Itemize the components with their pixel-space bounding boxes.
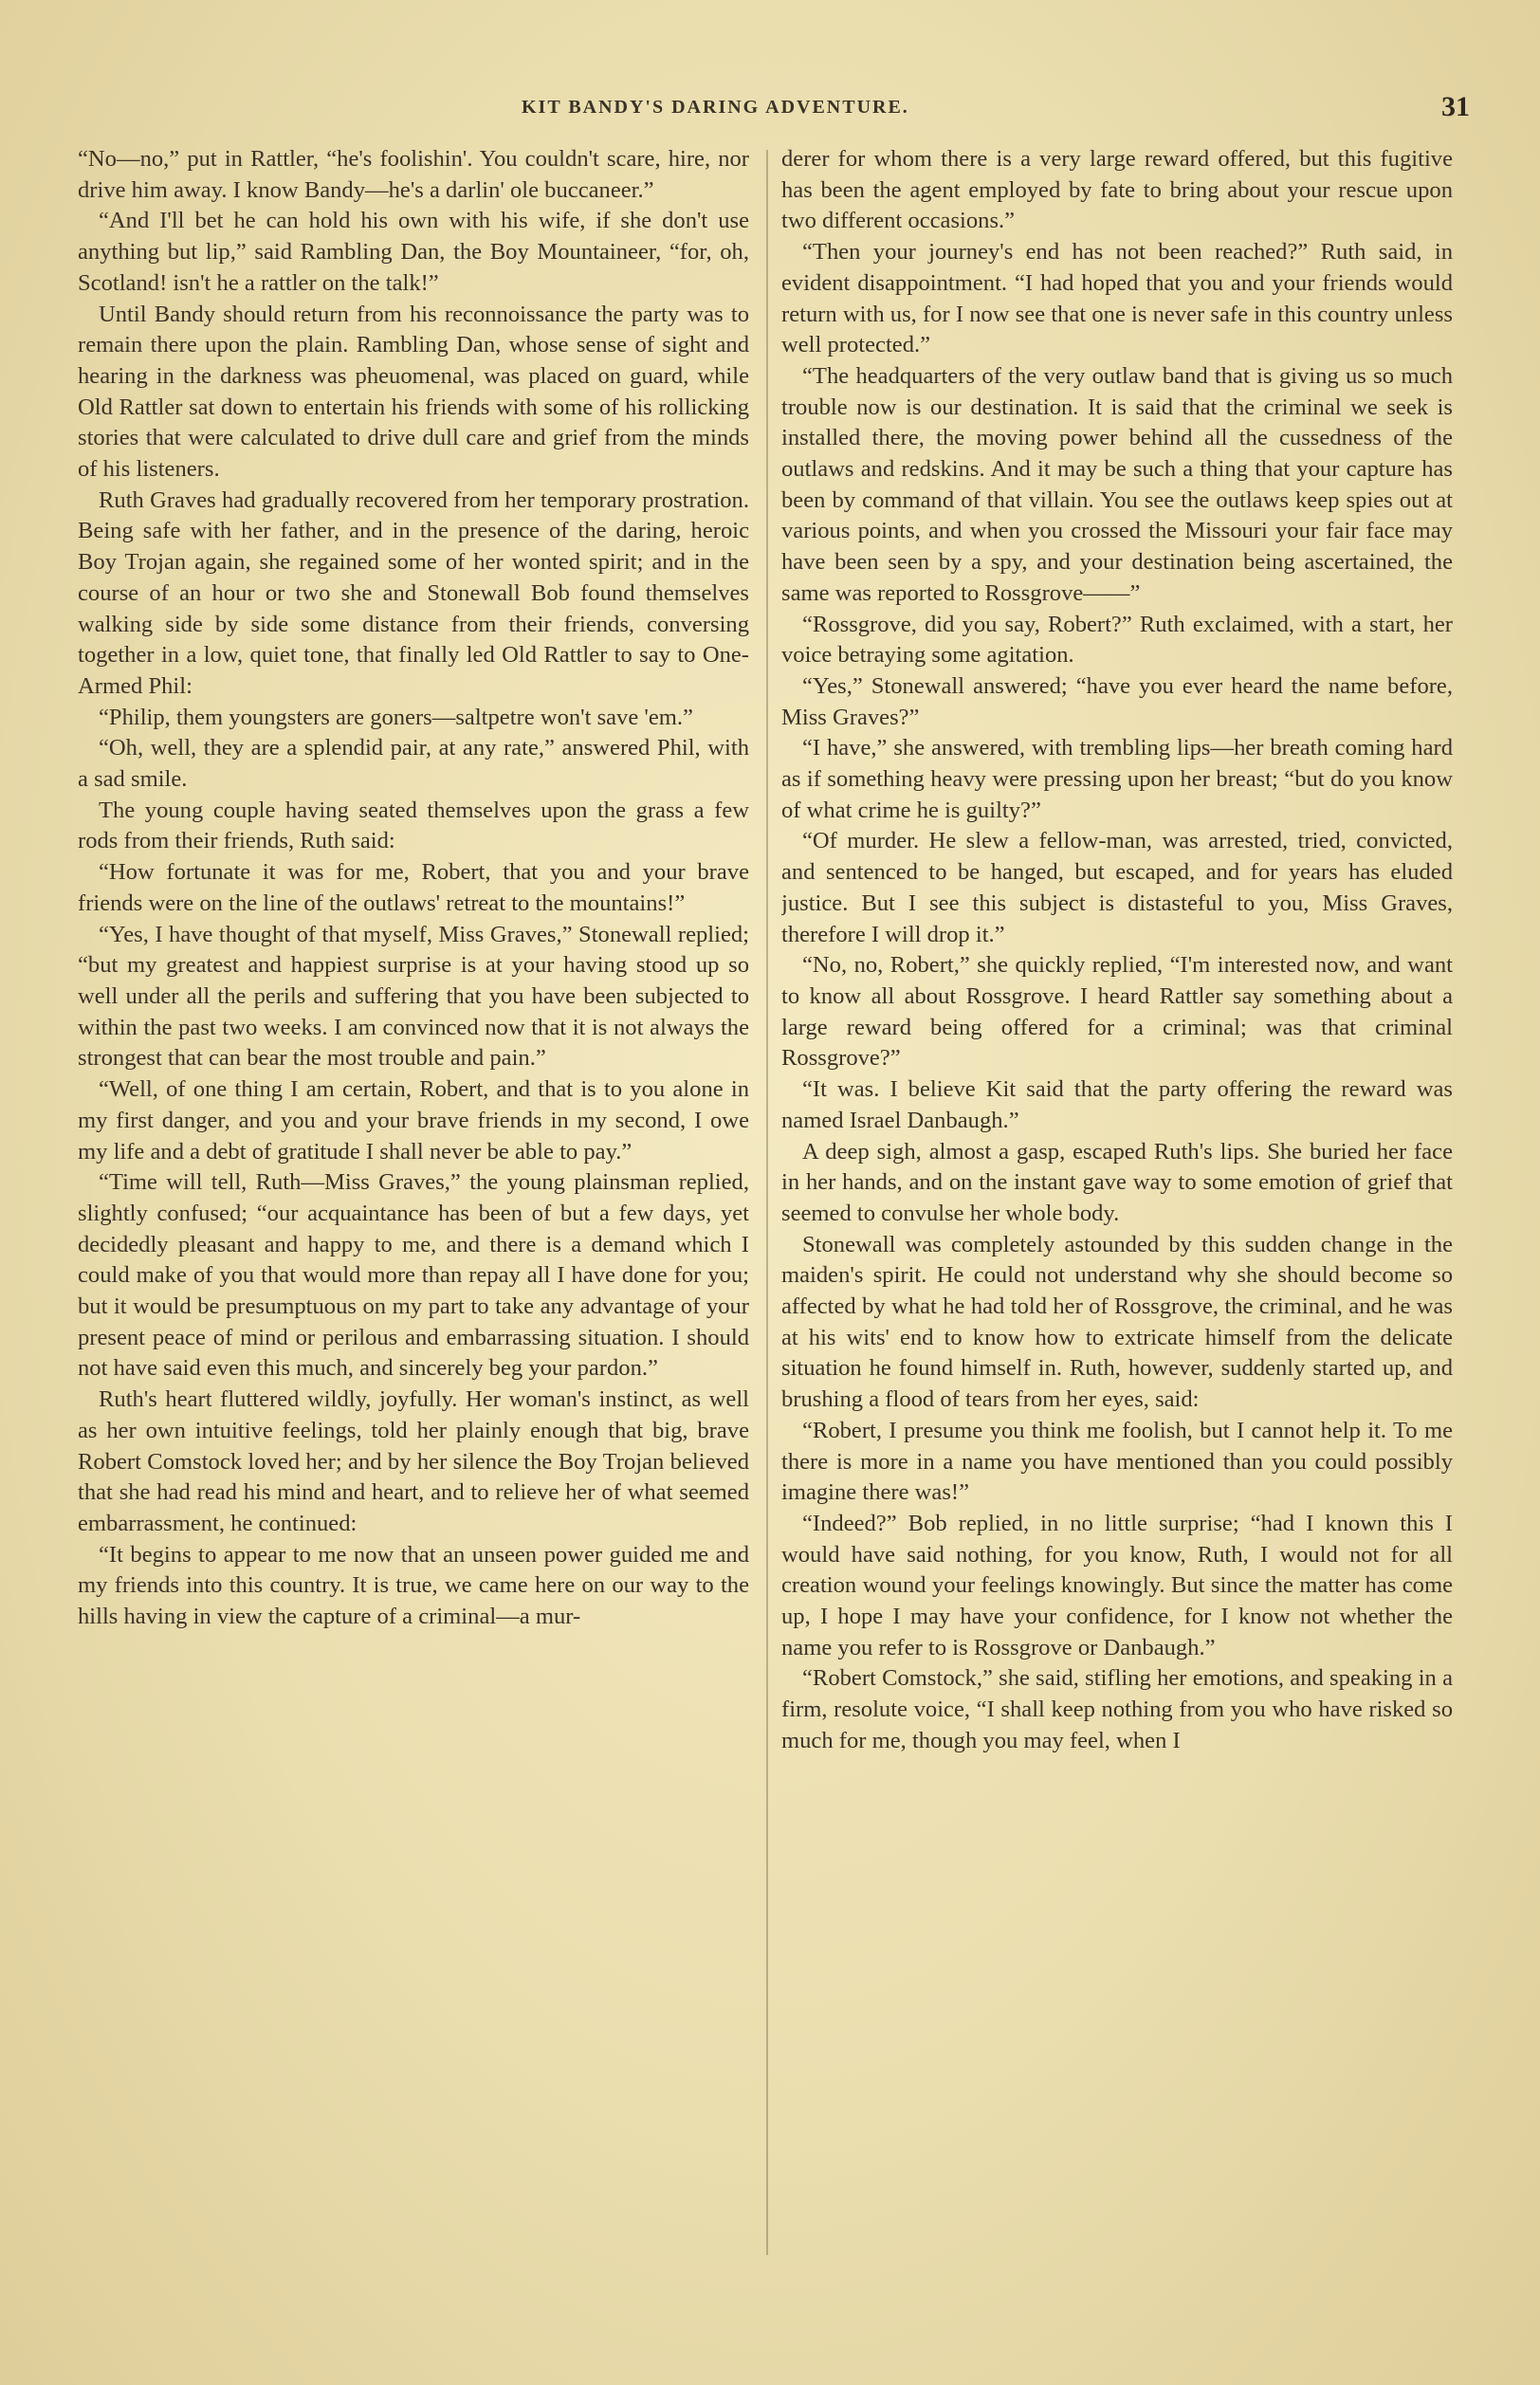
right-column: [781, 144, 1453, 2268]
running-title: KIT BANDY'S DARING ADVENTURE.: [522, 97, 909, 118]
paragraph: “And I'll bet he can hold his own with his wife, if she don't use anything but lip,” said Rambling Dan, the Boy Mountaineer, “for, oh, Scotland! isn't he a rattler on the talk!”: [78, 208, 749, 296]
paragraph: “Yes, I have thought of that myself, Miss Graves,” Stonewall replied; “but my greatest and happiest surprise is at your having stood up so well under all the perils and suffering that you have been subjected to within the past two weeks. I am convinced now that it is not always the strongest that can bear the most trouble and pain.”: [78, 921, 749, 1072]
paragraph: Stonewall was completely astounded by this sudden change in the maiden's spirit. He could not understand why she should become so affected by what he had told her of Rossgrove, the criminal, and he was at his wits' end to know how to extricate himself from the delicate situation he found himself in. Ruth, however, suddenly started up, and brushing a flood of tears from her eyes, said:: [781, 1231, 1453, 1413]
paragraph: Ruth's heart fluttered wildly, joyfully. Her woman's instinct, as well as her own intuitive feelings, told her plainly enough that big, brave Robert Comstock loved her; and by her silence the Boy Trojan believed that she had read his mind and heart, and to relieve her of what seemed embarrassment, he continued:: [78, 1386, 749, 1536]
paragraph: “Philip, them youngsters are goners—saltpetre won't save 'em.”: [99, 704, 693, 730]
paragraph: “No—no,” put in Rattler, “he's foolishin'. You couldn't scare, hire, nor drive him away. I know Bandy—he's a darlin' ole buccaneer.”: [78, 146, 749, 203]
column-divider: [766, 150, 768, 2255]
paragraph: The young couple having seated themselves upon the grass a few rods from their friends, Ruth said:: [78, 797, 749, 854]
paragraph: “Of murder. He slew a fellow-man, was arrested, tried, convicted, and sentenced to be hanged, but escaped, and for years has eluded justice. But I see this subject is distasteful to you, Miss Graves, therefore I will drop it.”: [781, 828, 1453, 947]
paragraph: “The headquarters of the very outlaw band that is giving us so much trouble now is our destination. It is said that the criminal we seek is installed there, the moving power behind all the cussedness of the outlaws and redskins. And it may be such a thing that your capture has been by command of that villain. You see the outlaws keep spies out at various points, and when you crossed the Missouri your fair face may have been seen by a spy, and your destination being ascertained, the same was reported to Rossgrove——”: [781, 362, 1453, 606]
paragraph: “Rossgrove, did you say, Robert?” Ruth exclaimed, with a start, her voice betraying some agitation.: [781, 611, 1453, 669]
page-header: [76, 91, 1470, 129]
page-number: 31: [1441, 91, 1470, 122]
paragraph: “Oh, well, they are a splendid pair, at any rate,” answered Phil, with a sad smile.: [78, 735, 749, 793]
left-column: [78, 144, 749, 2268]
paragraph: “How fortunate it was for me, Robert, that you and your brave friends were on the line of the outlaws' retreat to the mountains!”: [78, 859, 749, 916]
paragraph: “Yes,” Stonewall answered; “have you ever heard the name before, Miss Graves?”: [781, 672, 1453, 730]
paragraph: “Time will tell, Ruth—Miss Graves,” the young plainsman replied, slightly confused; “our acquaintance has been of but a few days, yet decidedly pleasant and happy to me, and there is a demand which I could make of you that would more than repay all I have done for you; but it would be presumptuous on my part to take any advantage of your present peace of mind or perilous and embarrassing situation. I should not have said even this much, and sincerely beg your pardon.”: [78, 1169, 749, 1382]
paragraph: derer for whom there is a very large reward offered, but this fugitive has been the agent employed by fate to bring about your rescue upon two different occasions.”: [781, 146, 1453, 234]
paragraph: “Then your journey's end has not been reached?” Ruth said, in evident disappointment. “I had hoped that you and your friends would return with us, for I now see that one is never safe in this country unless well protected.”: [781, 239, 1453, 358]
paragraph: Ruth Graves had gradually recovered from her temporary prostration. Being safe with her father, and in the presence of the daring, heroic Boy Trojan again, she regained some of her wonted spirit; and in the course of an hour or two she and Stonewall Bob found themselves walking side by side some distance from their friends, conversing together in a low, quiet tone, that finally led Old Rattler to say to One-Armed Phil:: [78, 486, 749, 699]
paragraph: “Robert Comstock,” she said, stifling her emotions, and speaking in a firm, resolute voice, “I shall keep nothing from you who have risked so much for me, though you may feel, when I: [781, 1665, 1453, 1753]
paragraph: “I have,” she answered, with trembling lips—her breath coming hard as if something heavy were pressing upon her breast; “but do you know of what crime he is guilty?”: [781, 735, 1453, 823]
paragraph: “Indeed?” Bob replied, in no little surprise; “had I known this I would have said nothing, for you know, Ruth, I would not for all creation wound your feelings knowingly. But since the matter has come up, I hope I may have your confidence, for I know not whether the name you refer to is Rossgrove or Danbaugh.”: [781, 1510, 1453, 1660]
paragraph: “It begins to appear to me now that an unseen power guided me and my friends into this country. It is true, we came here on our way to the hills having in view the capture of a criminal—a mur-: [78, 1541, 749, 1630]
paragraph: A deep sigh, almost a gasp, escaped Ruth's lips. She buried her face in her hands, and on the instant gave way to some emotion of grief that seemed to convulse her whole body.: [781, 1138, 1453, 1226]
paragraph: Until Bandy should return from his reconnoissance the party was to remain there upon the plain. Rambling Dan, whose sense of sight and hearing in the darkness was pheuomenal, was placed on guard, while Old Rattler sat down to entertain his friends with some of his rollicking stories that were calculated to drive dull care and grief from the minds of his listeners.: [78, 301, 749, 483]
paragraph: “No, no, Robert,” she quickly replied, “I'm interested now, and want to know all about Rossgrove. I heard Rattler say something about a large reward being offered for a criminal; was that criminal Rossgrove?”: [781, 952, 1453, 1072]
paragraph: “Well, of one thing I am certain, Robert, and that is to you alone in my first danger, and you and your brave friends in my second, I owe my life and a debt of gratitude I shall never be able to pay.”: [78, 1076, 749, 1165]
paragraph: “Robert, I presume you think me foolish, but I cannot help it. To me there is more in a name you have mentioned than you could possibly imagine there was!”: [781, 1417, 1453, 1506]
paragraph: “It was. I believe Kit said that the party offering the reward was named Israel Danbaugh.”: [781, 1076, 1453, 1133]
